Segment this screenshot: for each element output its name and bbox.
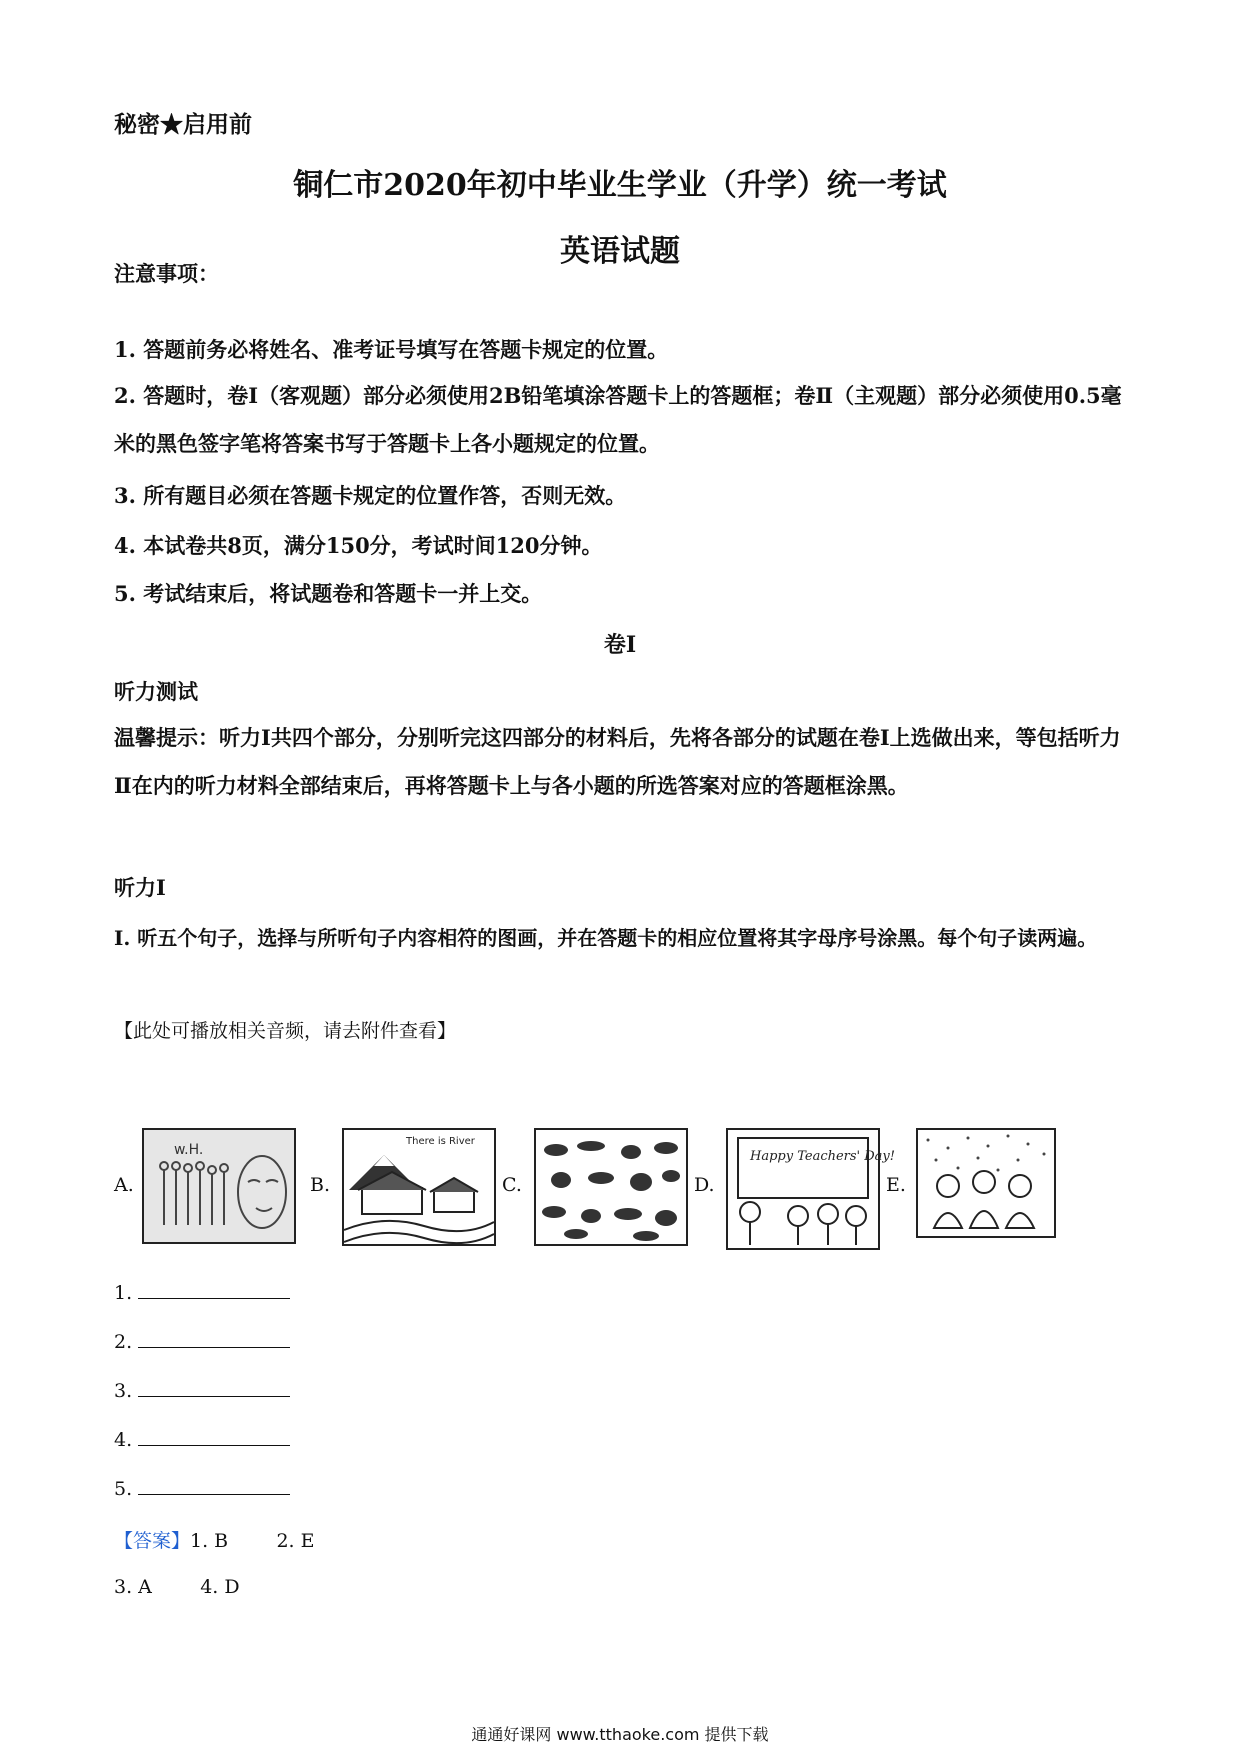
blank-number: 3.: [114, 1380, 133, 1402]
listening-tip: 温馨提示：听力Ⅰ共四个部分，分别听完这四部分的材料后，先将各部分的试题在卷Ⅰ上选做出来，等包括听力Ⅱ在内的听力材料全部结束后，再将答题卡上与各小题的所选答案对应的答题框涂黑。: [114, 725, 1121, 798]
picture-letter: A.: [114, 1174, 134, 1196]
listening-heading: 听力测试: [114, 679, 198, 704]
picture-b-text: There is River: [406, 1136, 475, 1147]
listening-part-heading: 听力Ⅰ: [114, 875, 166, 900]
answer-blank-5[interactable]: [114, 1476, 290, 1500]
picture-letter: D.: [694, 1174, 715, 1196]
picture-a-text: w.H.: [174, 1142, 204, 1158]
picture-d-text: Happy Teachers' Day!: [750, 1149, 895, 1164]
answer-line-2: 3. A 4. D: [114, 1576, 240, 1598]
blank-line[interactable]: [138, 1378, 290, 1397]
picture-options: [114, 1122, 1114, 1252]
answer-blank-3[interactable]: [114, 1378, 290, 1402]
blank-number: 4.: [114, 1429, 133, 1451]
notice-item-3: 3. 所有题目必须在答题卡规定的位置作答，否则无效。: [114, 483, 627, 508]
picture-letter: C.: [502, 1174, 522, 1196]
people-portrait-image: [142, 1128, 296, 1244]
blank-line[interactable]: [138, 1476, 290, 1495]
picture-letter: B.: [310, 1174, 331, 1196]
notice-item-5: 5. 考试结束后，将试题卷和答题卡一并上交。: [114, 581, 543, 606]
blank-line[interactable]: [138, 1329, 290, 1348]
answer-tag: 【答案】: [114, 1530, 191, 1552]
blank-number: 2.: [114, 1331, 133, 1353]
exam-title: 铜仁市2020年初中毕业生学业（升学）统一考试: [293, 168, 947, 203]
notice-item-2: 2. 答题时，卷Ⅰ（客观题）部分必须使用2B铅笔填涂答题卡上的答题框；卷Ⅱ（主观题）部分必须使用0.5毫米的黑色签字笔将答案书写于答题卡上各小题规定的位置。: [114, 383, 1122, 456]
notice-item-1: 1. 答题前务必将姓名、准考证号填写在答题卡规定的位置。: [114, 337, 669, 362]
notice-heading: 注意事项：: [114, 261, 219, 286]
exam-subtitle: 英语试题: [560, 234, 680, 269]
page-footer: 通通好课网 www.tthaoke.com 提供下载: [471, 1725, 769, 1744]
blank-number: 1.: [114, 1282, 133, 1304]
blank-number: 5.: [114, 1478, 133, 1500]
audio-note: 【此处可播放相关音频，请去附件查看】: [114, 1020, 457, 1042]
answer-blank-4[interactable]: [114, 1427, 290, 1451]
answer-blank-2[interactable]: [114, 1329, 290, 1353]
answer-line-1: [114, 1526, 315, 1553]
teachers-day-image: [726, 1128, 895, 1250]
section-juan-1: 卷Ⅰ: [603, 632, 637, 658]
mountain-house-image: [342, 1128, 496, 1246]
answer-blank-1[interactable]: [114, 1280, 290, 1304]
listening-instruction: Ⅰ. 听五个句子，选择与所听句子内容相符的图画，并在答题卡的相应位置将其字母序号涂黑。每个句子读两遍。: [114, 926, 1098, 950]
snow-children-image: [916, 1128, 1056, 1238]
confidential-label: 秘密★启用前: [114, 111, 252, 138]
blank-line[interactable]: [138, 1280, 290, 1299]
picture-letter: E.: [886, 1174, 906, 1196]
answer-values-1: 1. B 2. E: [190, 1530, 315, 1552]
notice-item-4: 4. 本试卷共8页，满分150分，考试时间120分钟。: [114, 533, 603, 558]
animals-image: [534, 1128, 688, 1246]
blank-line[interactable]: [138, 1427, 290, 1446]
